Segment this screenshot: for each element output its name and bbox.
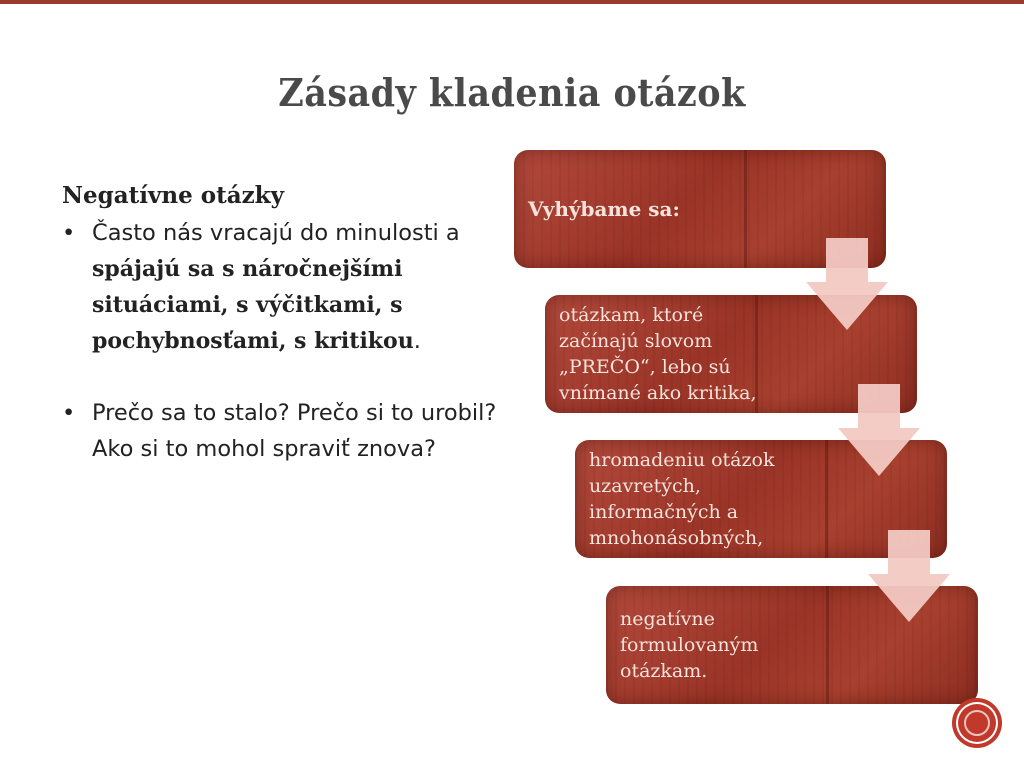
- texture-seam: [744, 150, 747, 268]
- slide-title: Zásady kladenia otázok: [278, 70, 746, 115]
- process-step-3-text: hromadeniu otázok uzavretých, informačných a mnohonásobných,: [589, 449, 775, 549]
- bullet-2-text: Prečo sa to stalo? Prečo si to urobil? Ako si to mohol spraviť znova?: [92, 400, 497, 462]
- process-step-2-text: otázkam, ktoré začínajú slovom „PREČO“, lebo sú vnímané ako kritika,: [559, 304, 757, 404]
- down-arrow-icon: [868, 530, 950, 622]
- bullet-marker: •: [62, 400, 76, 426]
- left-content: [62, 182, 502, 467]
- bullet-marker: •: [62, 220, 76, 246]
- left-heading: Negatívne otázky: [62, 182, 284, 209]
- bullet-1-end: .: [413, 328, 421, 354]
- down-arrow-icon: [806, 238, 888, 330]
- bullet-1-text: Často nás vracajú do minulosti a: [92, 220, 460, 246]
- bullet-1-bold-text: spájajú sa s náročnejšími situáciami, s výčitkami, s pochybnosťami, s kritikou: [92, 256, 414, 354]
- process-step-1-text: Vyhýbame sa:: [528, 197, 680, 221]
- top-accent-bar: [0, 0, 1024, 4]
- bullet-item-2: [62, 395, 502, 467]
- process-step-4-text: negatívne formulovaným otázkam.: [620, 608, 759, 682]
- nav-circle-icon[interactable]: [956, 702, 998, 744]
- bullet-item-1: [62, 215, 502, 359]
- down-arrow-icon: [838, 384, 920, 476]
